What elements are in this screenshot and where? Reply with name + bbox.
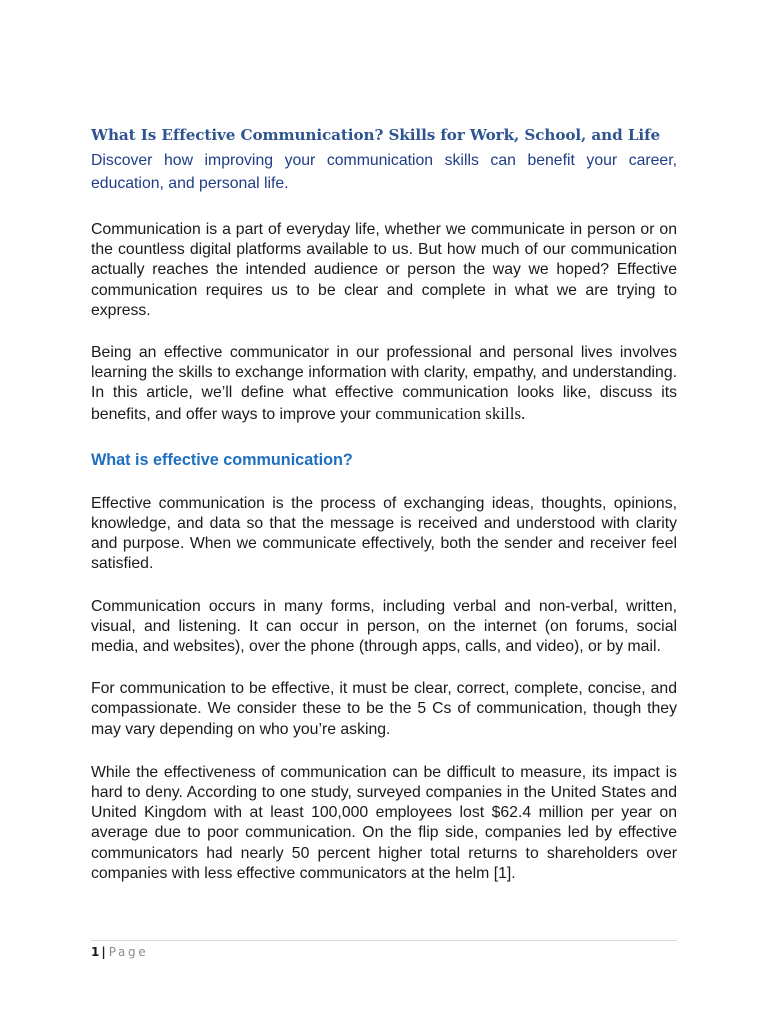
- intro-paragraph: Communication is a part of everyday life, whether we communicate in person or on the countless digital platforms available to us. But how much of our communication actually reaches the intended audience or person the way we hoped? Effective communication requires us to be clear and complete in what we are trying to express.: [91, 221, 677, 319]
- article-overview-paragraph: [91, 343, 677, 425]
- page-footer: [91, 940, 677, 960]
- footer-separator: |: [101, 945, 106, 959]
- page-label: Page: [108, 945, 149, 959]
- communication-skills-text: communication skills.: [375, 403, 526, 423]
- document-subtitle: Discover how improving your communication skills can benefit your career, education, and personal life.: [91, 152, 677, 192]
- forms-paragraph: Communication occurs in many forms, including verbal and non-verbal, written, visual, and listening. It can occur in person, on the internet (on forums, social media, and websites), over the phone (through apps, calls, and video), or by mail.: [91, 597, 677, 656]
- page-number: 1: [91, 945, 100, 959]
- section-heading: What is effective communication?: [91, 450, 353, 469]
- impact-paragraph: While the effectiveness of communication can be difficult to measure, its impact is hard to deny. According to one study, surveyed companies in the United States and United Kingdom with at least 100,000 employees lost $62.4 million per year on average due to poor communication. On the flip side, companies led by effective communicators had nearly 50 percent higher total returns to shareholders over companies with less effective communicators at the helm [1].: [91, 763, 677, 882]
- article-overview-text: Being an effective communicator in our professional and personal lives involves learning the skills to exchange information with clarity, empathy, and understanding. In this article, we’ll define what effective communication looks like, discuss its benefits, and offer ways to improve your: [91, 344, 677, 423]
- definition-paragraph: Effective communication is the process of exchanging ideas, thoughts, opinions, knowledge, and data so that the message is received and understood with clarity and purpose. When we communicate effectively, both the sender and receiver feel satisfied.: [91, 494, 677, 573]
- five-cs-paragraph: For communication to be effective, it must be clear, correct, complete, concise, and compassionate. We consider these to be the 5 Cs of communication, though they may vary depending on who you’re asking.: [91, 680, 677, 738]
- document-title: What Is Effective Communication? Skills for Work, School, and Life: [91, 126, 661, 144]
- document-page: [91, 123, 677, 884]
